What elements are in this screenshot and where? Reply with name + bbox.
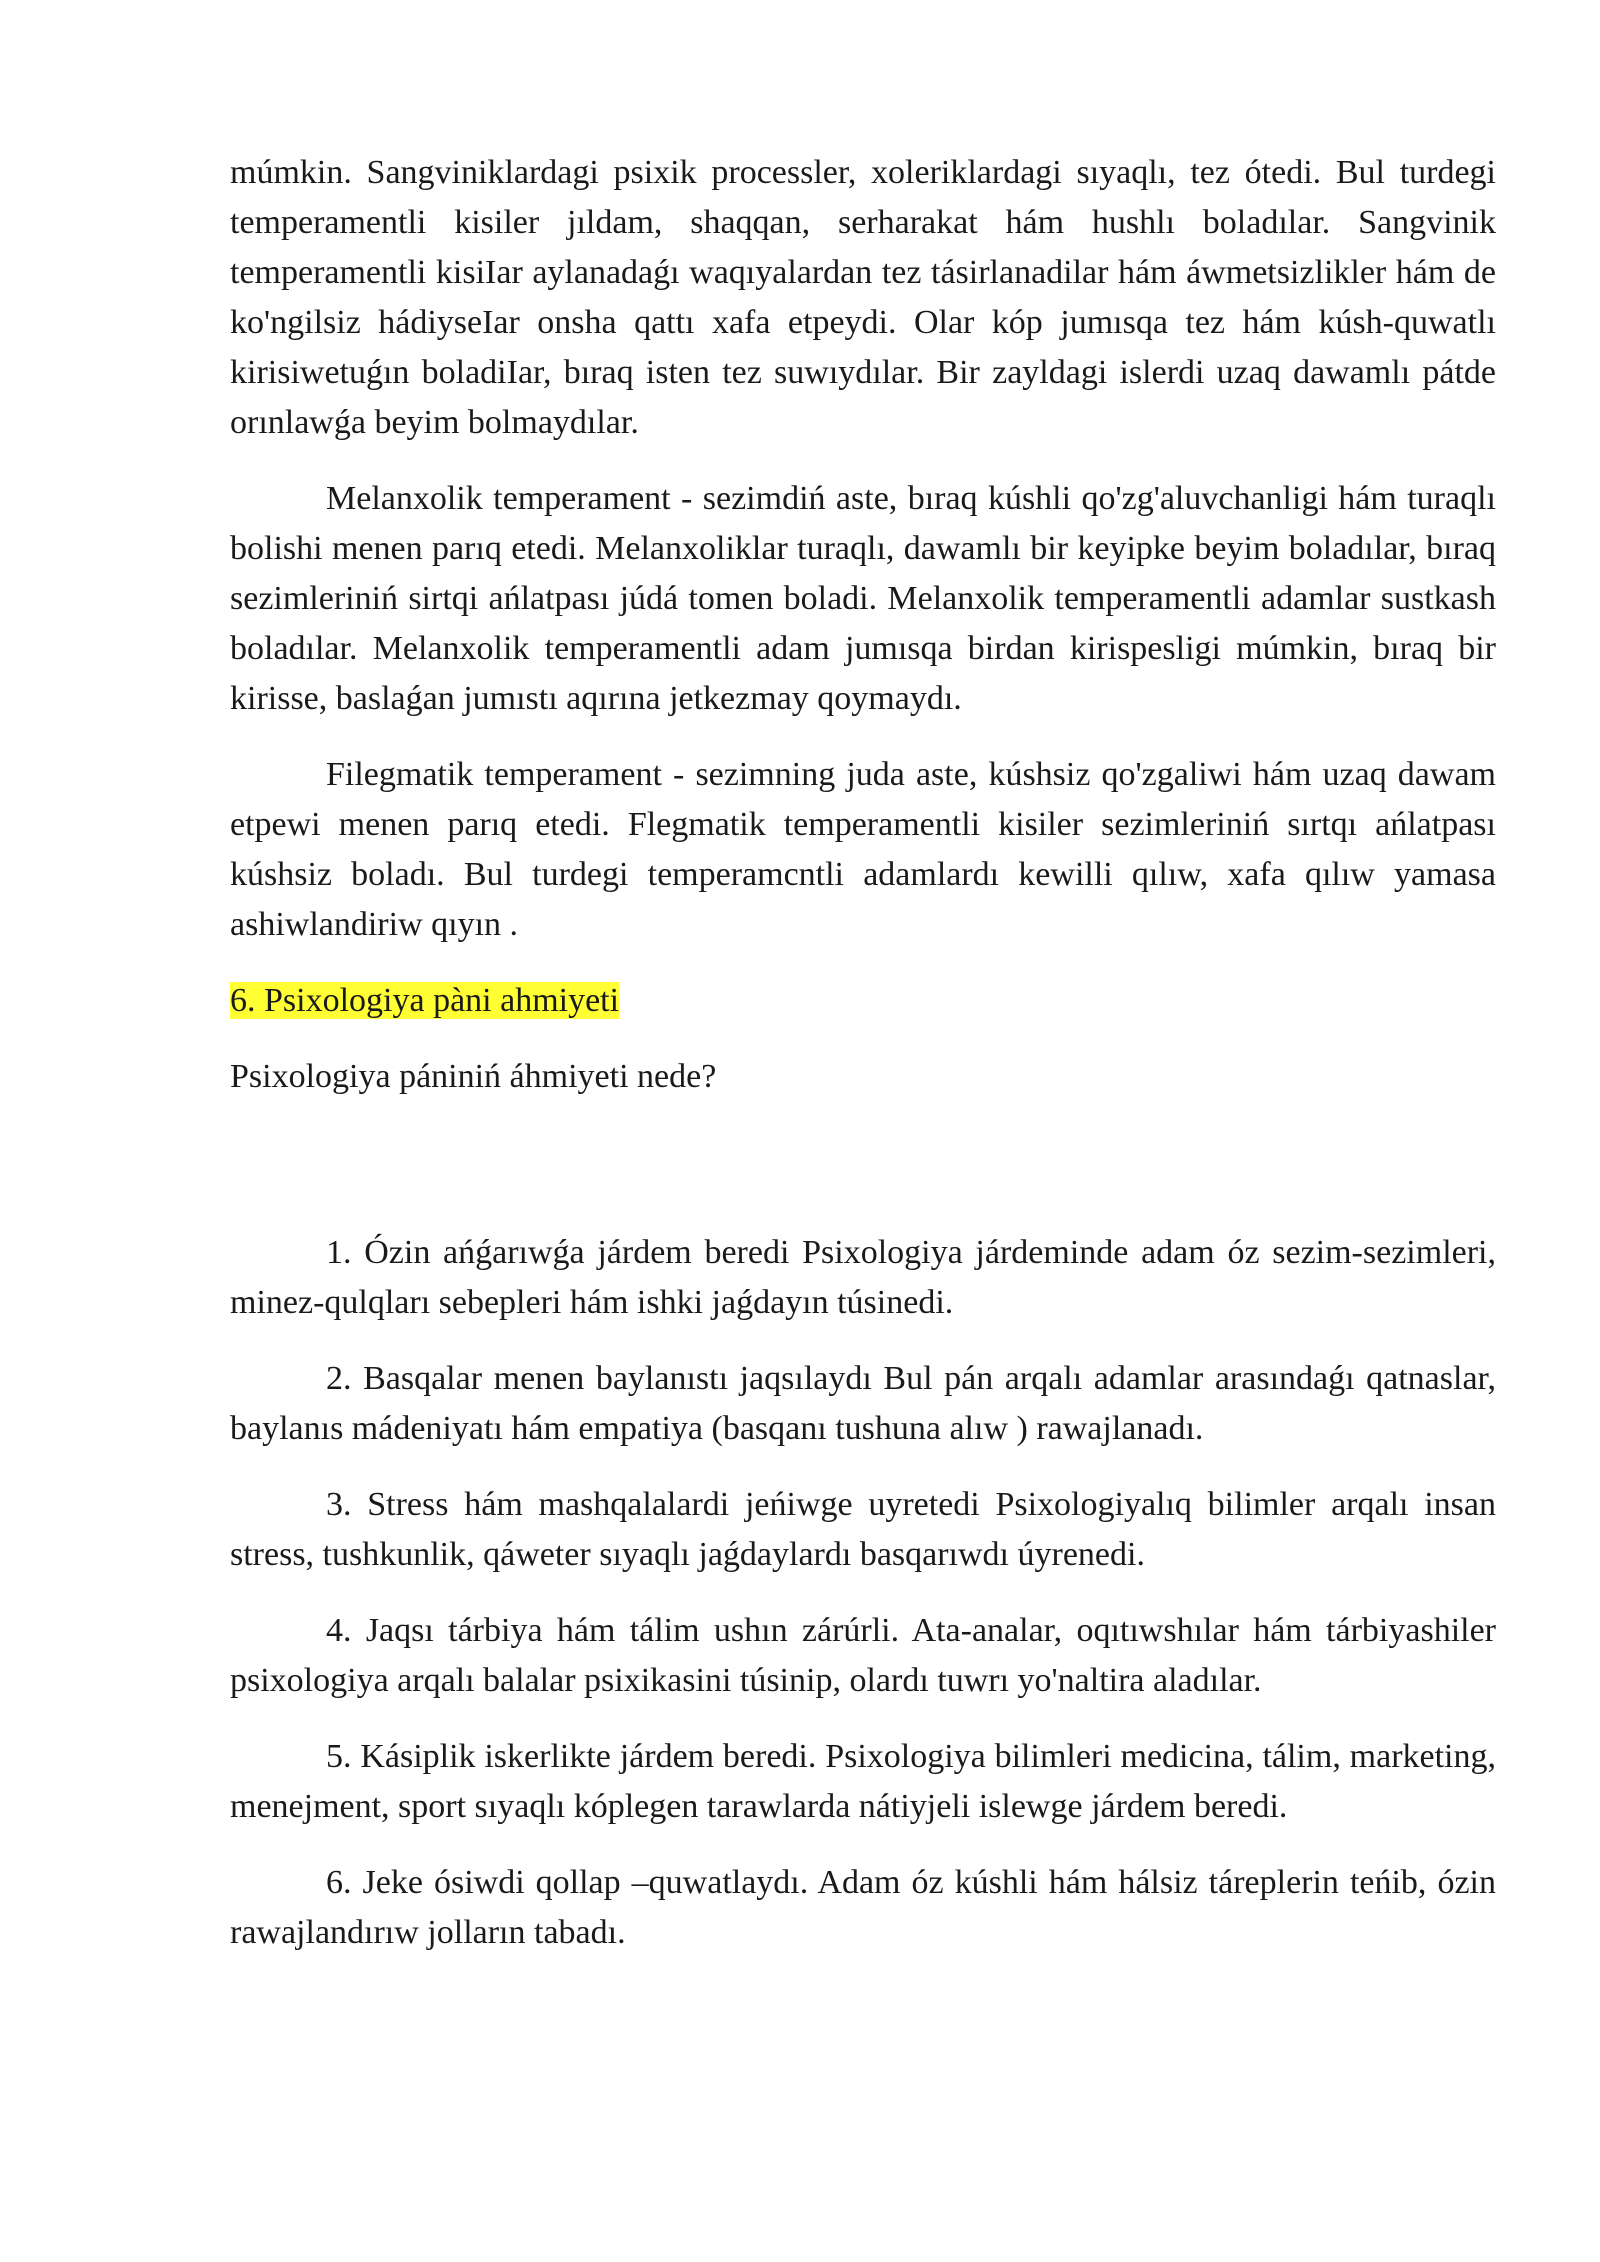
paragraph-sangvinik: múmkin. Sangviniklardagi psixik processler, xoleriklardagi sıyaqlı, tez ótedi. Bul turdegi temperamentli kisiler jıldam, shaqqan, serharakat hám hushlı boladılar. Sangvinik temperamentli kisiIar aylanadaǵı waqıyalardan tez tásirlanadilar hám áwmetsizlikler hám de ko'ngilsiz hádiyseIar onsha qattı xafa etpeydi. Olar kóp jumısqa tez hám kúsh-quwatlı kirisiwetuǵın boladiIar, bıraq isten tez suwıydılar. Bir zayldagi islerdi uzaq dawamlı pátde orınlawǵa beyim bolmaydılar. <box>230 154 1496 441</box>
list-item: 6. Jeke ósiwdi qollap –quwatlaydı. Adam óz kúshli hám hálsiz táreplerin teńib, ózin rawajlandırıw jolların tabadı. <box>230 1864 1496 1951</box>
document-page <box>230 148 1496 1984</box>
list-item: 1. Ózin ańǵarıwǵa járdem beredi Psixologiya járdeminde adam óz sezim-sezimleri, minez-qulqları sebepleri hám ishki jaǵdayın túsinedi. <box>230 1234 1496 1321</box>
section-heading-text: 6. Psixologiya pàni ahmiyeti <box>230 982 620 1019</box>
list-item: 4. Jaqsı tárbiya hám tálim ushın zárúrli. Ata-analar, oqıtıwshılar hám tárbiyashiler psixologiya arqalı balalar psixikasini túsinip, olardı tuwrı yo'naltira aladılar. <box>230 1612 1496 1699</box>
list-item: 3. Stress hám mashqalalardi jeńiwge uyretedi Psixologiyalıq bilimler arqalı insan stress, tushkunlik, qáweter sıyaqlı jaǵdaylardı basqarıwdı úyrenedi. <box>230 1486 1496 1573</box>
list-item: 2. Basqalar menen baylanıstı jaqsılaydı Bul pán arqalı adamlar arasındaǵı qatnaslar, baylanıs mádeniyatı hám empatiya (basqanı tushuna alıw ) rawajlanadı. <box>230 1360 1496 1447</box>
paragraph-flegmatik: Filegmatik temperament - sezimning juda aste, kúshsiz qo'zgaliwi hám uzaq dawam etpewi menen parıq etedi. Flegmatik temperamentli kisiler sezimleriniń sırtqı ańlatpası kúshsiz boladı. Bul turdegi temperamcntli adamlardı kewilli qılıw, xafa qılıw yamasa ashiwlandiriw qıyın . <box>230 756 1496 943</box>
section-question: Psixologiya pániniń áhmiyeti nede? <box>230 1058 717 1095</box>
paragraph-melanxolik: Melanxolik temperament - sezimdiń aste, bıraq kúshli qo'zg'aluvchanligi hám turaqlı bolishi menen parıq etedi. Melanxoliklar turaqlı, dawamlı bir keyipke beyim boladılar, bıraq sezimleriniń sirtqi ańlatpası júdá tomen boladi. Melanxolik temperamentli adamlar sustkash boladılar. Melanxolik temperamentli adam jumısqa birdan kirispesligi múmkin, bıraq bir kirisse, baslaǵan jumıstı aqırına jetkezmay qoymaydı. <box>230 480 1496 717</box>
list-item: 5. Kásiplik iskerlikte járdem beredi. Psixologiya bilimleri medicina, tálim, marketing, menejment, sport sıyaqlı kóplegen tarawlarda nátiyjeli islewge járdem beredi. <box>230 1738 1496 1825</box>
section-heading <box>230 976 1496 1026</box>
